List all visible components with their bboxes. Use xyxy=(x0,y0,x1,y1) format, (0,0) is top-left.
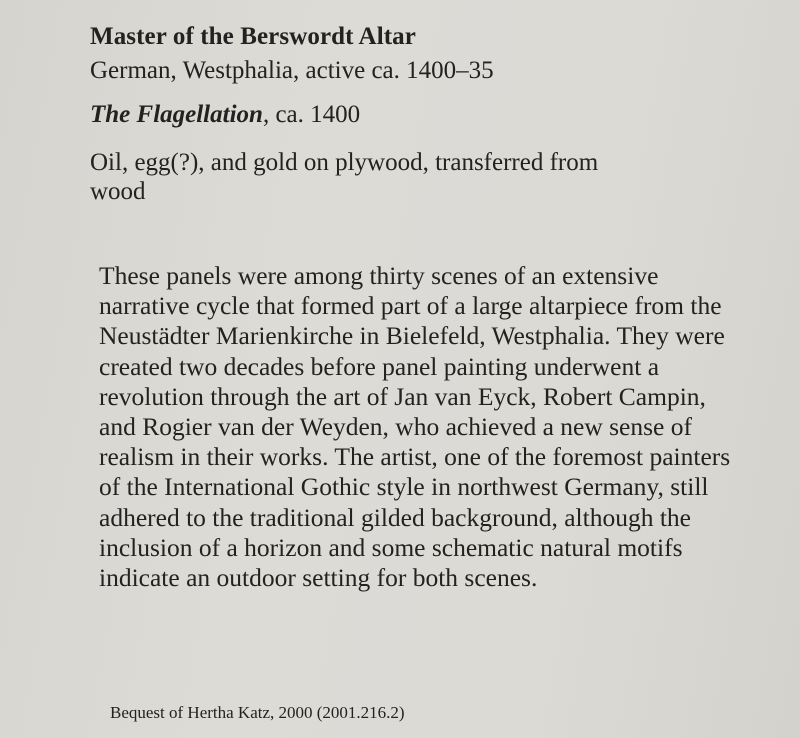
artist-origin: German, Westphalia, active ca. 1400–35 xyxy=(90,57,494,84)
artist-name: Master of the Berswordt Altar xyxy=(90,23,416,50)
credit-line: Bequest of Hertha Katz, 2000 (2001.216.2) xyxy=(110,703,405,722)
work-title: The Flagellation xyxy=(90,101,263,128)
museum-label xyxy=(90,22,770,593)
work-date: , ca. 1400 xyxy=(262,101,361,128)
medium: Oil, egg(?), and gold on plywood, transferred from wood xyxy=(90,149,599,205)
description: These panels were among thirty scenes of an extensive narrative cycle that formed part of a large altarpiece from the Neustädter Marienkirche in Bielefeld, Westphalia. They were created two decades before panel painting underwent a revolution through the art of Jan van Eyck, Robert Campin, and Rogier van der Weyden, who achieved a new sense of realism in their works. The artist, one of the foremost painters of the International Gothic style in northwest Germany, still adhered to the traditional gilded background, although the inclusion of a horizon and some schematic natural motifs indicate an outdoor setting for both scenes. xyxy=(99,261,731,593)
work-title-line xyxy=(90,100,770,130)
